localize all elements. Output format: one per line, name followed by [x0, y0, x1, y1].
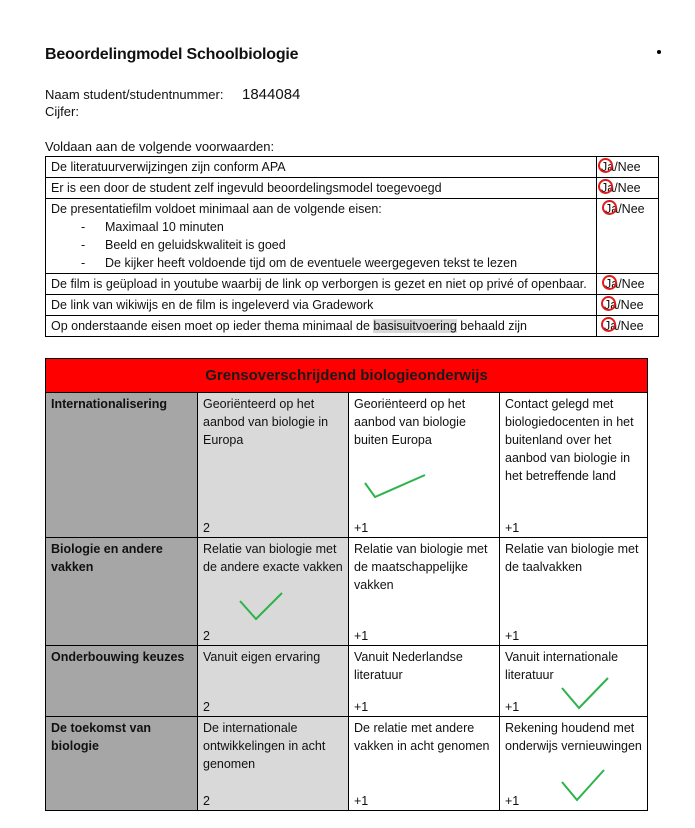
ja-nee-choice[interactable]	[597, 316, 659, 337]
rubric-row	[46, 717, 648, 811]
checkmark-icon	[562, 770, 604, 800]
rubric-category: Biologie en andere vakken	[46, 538, 198, 646]
requirement-text: De link van wikiwijs en de film is ingeleverd via Gradework	[46, 295, 597, 316]
cell-text: Relatie van biologie met de andere exacte vakken	[203, 542, 343, 574]
nee-option[interactable]: /Nee	[618, 202, 645, 216]
sub-item-text: Maximaal 10 minuten	[105, 220, 224, 234]
points: 2	[203, 521, 210, 535]
requirement-row	[46, 178, 659, 199]
requirement-text	[46, 316, 597, 337]
points: +1	[354, 629, 369, 643]
text-part: behaald zijn	[456, 319, 528, 333]
ja-option-circled[interactable]: Ja	[605, 202, 619, 216]
rubric-cell[interactable]	[349, 646, 500, 717]
rubric-cell[interactable]	[198, 646, 349, 717]
rubric-cell[interactable]	[500, 538, 648, 646]
points: +1	[354, 700, 369, 714]
points: +1	[354, 521, 369, 535]
rubric-category: Internationalisering	[46, 393, 198, 538]
points: +1	[505, 794, 520, 808]
ja-option-circled[interactable]: Ja	[601, 160, 615, 174]
sub-item	[51, 254, 591, 272]
checkmark-icon	[240, 593, 282, 619]
cell-text: Vanuit Nederlandse literatuur	[354, 650, 463, 682]
ja-nee-choice[interactable]	[597, 274, 659, 295]
sub-item	[51, 236, 591, 254]
dash: -	[81, 256, 86, 270]
cell-text: Vanuit internationale literatuur	[505, 650, 619, 682]
requirement-cell	[46, 199, 597, 274]
rubric-row	[46, 646, 648, 717]
ja-option-circled[interactable]: Ja	[604, 319, 618, 333]
requirement-text: De presentatiefilm voldoet minimaal aan de volgende eisen:	[51, 202, 382, 216]
cell-text: De internationale ontwikkelingen in acht genomen	[203, 721, 326, 771]
rubric-cell[interactable]	[500, 393, 648, 538]
grade-label: Cijfer:	[45, 104, 79, 119]
sub-item-text: De kijker heeft voldoende tijd om de eventuele weergegeven tekst te lezen	[105, 256, 518, 270]
requirement-text: De literatuurverwijzingen zijn conform APA	[46, 157, 597, 178]
ja-option-circled[interactable]: Ja	[601, 181, 615, 195]
dash: -	[81, 238, 86, 252]
cell-text: Georiënteerd op het aanbod van biologie buiten Europa	[354, 397, 466, 447]
nee-option[interactable]: /Nee	[614, 160, 641, 174]
text-part: Op onderstaande eisen moet op ieder thema minimaal de	[51, 319, 374, 333]
rubric-table	[45, 358, 648, 811]
rubric-cell[interactable]	[500, 646, 648, 717]
highlighted-term: basisuitvoering	[373, 319, 457, 333]
requirements-table	[45, 156, 659, 337]
points: +1	[505, 629, 520, 643]
cell-text: De relatie met andere vakken in acht genomen	[354, 721, 490, 753]
rubric-row	[46, 538, 648, 646]
points: 2	[203, 629, 210, 643]
rubric-cell[interactable]	[349, 393, 500, 538]
ja-option-circled[interactable]: Ja	[604, 298, 618, 312]
rubric-cell[interactable]	[198, 717, 349, 811]
points: +1	[354, 794, 369, 808]
points: +1	[505, 700, 520, 714]
requirement-row	[46, 316, 659, 337]
requirement-text: De film is geüpload in youtube waarbij de link op verborgen is gezet en niet op privé of openbaar.	[46, 274, 597, 295]
rubric-title: Grensoverschrijdend biologieonderwijs	[46, 359, 648, 393]
cell-text: Relatie van biologie met de taalvakken	[505, 542, 639, 574]
rubric-category: Onderbouwing keuzes	[46, 646, 198, 717]
cell-text: Georiënteerd op het aanbod van biologie in Europa	[203, 397, 329, 447]
requirement-text: Er is een door de student zelf ingevuld beoordelingsmodel toegevoegd	[46, 178, 597, 199]
points: +1	[505, 521, 520, 535]
points: 2	[203, 794, 210, 808]
rubric-cell[interactable]	[500, 717, 648, 811]
rubric-cell[interactable]	[349, 538, 500, 646]
requirement-row	[46, 199, 659, 274]
points: 2	[203, 700, 210, 714]
cell-text: Vanuit eigen ervaring	[203, 650, 321, 664]
student-number[interactable]: 1844084	[242, 86, 301, 103]
sub-item	[51, 218, 591, 236]
nee-option[interactable]: /Nee	[617, 319, 644, 333]
rubric-cell[interactable]	[198, 538, 349, 646]
conditions-heading: Voldaan aan de volgende voorwaarden:	[45, 139, 275, 154]
cell-text: Relatie van biologie met de maatschappelijke vakken	[354, 542, 488, 592]
requirement-row	[46, 157, 659, 178]
cell-text: Contact gelegd met biologiedocenten in het buitenland over het aanbod van biologie in het betreffende land	[505, 397, 634, 483]
ja-option-circled[interactable]: Ja	[605, 277, 619, 291]
rubric-cell[interactable]	[349, 717, 500, 811]
rubric-header-row	[46, 359, 648, 393]
rubric-category: De toekomst van biologie	[46, 717, 198, 811]
nee-option[interactable]: /Nee	[618, 277, 645, 291]
sub-item-text: Beeld en geluidskwaliteit is goed	[105, 238, 286, 252]
stray-dot	[657, 50, 661, 54]
dash: -	[81, 220, 86, 234]
ja-nee-choice[interactable]	[597, 199, 659, 274]
rubric-cell[interactable]	[198, 393, 349, 538]
requirement-row	[46, 295, 659, 316]
student-label: Naam student/studentnummer:	[45, 87, 224, 102]
requirement-row	[46, 274, 659, 295]
checkmark-icon	[365, 475, 425, 505]
ja-nee-choice[interactable]	[597, 178, 659, 199]
checkmark-icon	[562, 678, 608, 708]
rubric-row	[46, 393, 648, 538]
cell-text: Rekening houdend met onderwijs vernieuwingen	[505, 721, 642, 753]
ja-nee-choice[interactable]	[597, 157, 659, 178]
document-title: Beoordelingmodel Schoolbiologie	[45, 46, 299, 63]
nee-option[interactable]: /Nee	[617, 298, 644, 312]
ja-nee-choice[interactable]	[597, 295, 659, 316]
nee-option[interactable]: /Nee	[614, 181, 641, 195]
